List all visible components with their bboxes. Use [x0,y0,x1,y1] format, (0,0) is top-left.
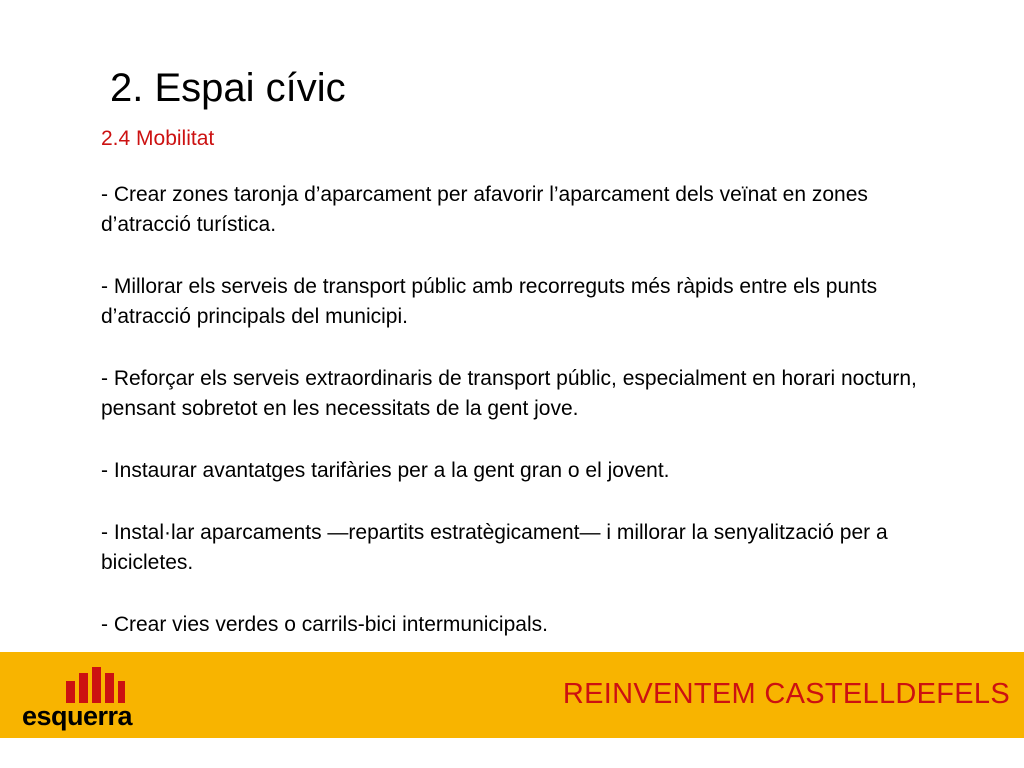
bullet-list [101,180,961,672]
logo-flag-icon [64,665,126,703]
slogan: REINVENTEM CASTELLDEFELS [562,678,1010,710]
bullet-item: - Crear zones taronja d’aparcament per afavorir l’aparcament dels veïnat en zones d’atracció turística. [101,183,868,236]
bullet-item: - Millorar els serveis de transport públic amb recorreguts més ràpids entre els punts d’atracció principals del municipi. [101,275,878,328]
section-subtitle: 2.4 Mobilitat [101,127,215,150]
footer-bar [0,652,1024,738]
slide-title: 2. Espai cívic [110,66,346,110]
esquerra-logo [22,665,147,731]
bullet-item: - Instaurar avantatges tarifàries per a la gent gran o el jovent. [101,459,670,482]
bullet-item: - Instal·lar aparcaments —repartits estratègicament— i millorar la senyalització per a bicicletes. [101,521,888,574]
bullet-item: - Crear vies verdes o carrils-bici intermunicipals. [101,613,548,636]
logo-text: esquerra [22,701,133,731]
bullet-item: - Reforçar els serveis extraordinaris de transport públic, especialment en horari nocturn, pensant sobretot en les necessitats de la gent jove. [101,367,917,420]
